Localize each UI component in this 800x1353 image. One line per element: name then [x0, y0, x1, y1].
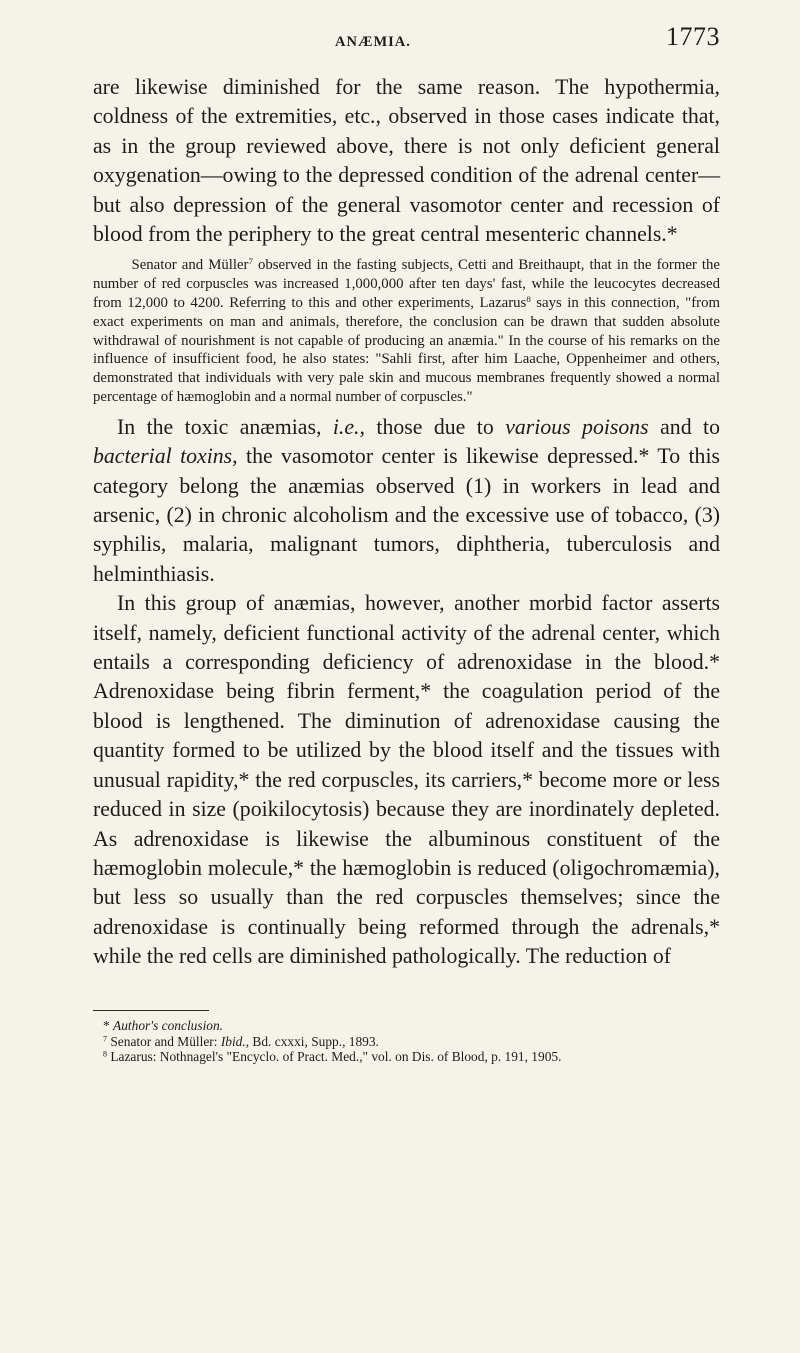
footnote-mark: 7: [103, 1034, 108, 1044]
footnote-7: [93, 1034, 720, 1050]
footnote-ref-7: 7: [248, 256, 253, 267]
paragraph-text-part: and to: [648, 414, 720, 439]
footnote-text: Bd. cxxxi, Supp., 1893.: [249, 1033, 379, 1049]
footnote-8: [93, 1049, 720, 1065]
footnote-author: [93, 1018, 720, 1034]
footnote-text: Author's conclusion.: [113, 1018, 224, 1033]
quote-text-part: observed in the fasting subjects, Cetti and Breithaupt, that in the former the number of red corpuscles was increased 1,000,000 after ten days' fast, while the leucocytes decreased from 12,000 to 4200. Referring to this and other experiments, Lazarus: [93, 257, 720, 312]
paragraph-text-part: In the toxic anæmias,: [116, 414, 333, 439]
running-title: ANÆMIA.: [335, 34, 411, 50]
running-header: [93, 20, 720, 56]
paragraph-text-part: the vasomotor center is likewise depressed.* To this category belong the anæmias observed (1) in workers in lead and arsenic, (2) in chronic alcoholism and the excessive use of tobacco, (3) syphilis, malaria, malignant tumors, diphtheria, tuberculosis and helminthiasis.: [93, 444, 720, 586]
footnote-divider: [93, 1010, 209, 1011]
page-number: 1773: [666, 22, 720, 51]
footnote-ref-8: 8: [526, 294, 531, 305]
quote-text-part: says in this connection, "from exact experiments on man and animals, therefore, the conclusion can be drawn that sudden absolute withdrawal of nourishment is not capable of producing an anæmia." In the course of his remarks on the influence of insufficient food, he also states: "Sahli first, after him Laache, Oppenheimer and others, demonstrated that individuals with very pale skin and mucous membranes frequently showed a normal percentage of hæmoglobin and a normal number of corpuscles.": [93, 295, 720, 406]
body-text: [93, 73, 720, 972]
footnote-mark: *: [103, 1018, 114, 1033]
italic-bacterial-toxins: bacterial toxins,: [93, 444, 238, 469]
footnote-text: Senator and Müller:: [107, 1033, 221, 1049]
footnote-ibid: Ibid.,: [220, 1033, 250, 1049]
paragraph-toxic-anaemias: [93, 413, 720, 589]
paragraph-text-part: those due to: [364, 414, 506, 439]
paragraph-adrenoxidase: In this group of anæmias, however, another morbid factor asserts itself, namely, deficient functional activity of the adrenal center, which entails a corresponding deficiency of adrenoxidase in the blood.* Adrenoxidase being fibrin ferment,* the coagulation period of the blood is lengthened. The diminution of adrenoxidase causing the quantity formed to be utilized by the blood itself and the tissues with unusual rapidity,* the red corpuscles, its carriers,* become more or less reduced in size (poikilocytosis) because they are inordinately depleted. As adrenoxidase is likewise the albuminous constituent of the hæmoglobin molecule,* the hæmoglobin is reduced (oligochromæmia), but less so usually than the red corpuscles themselves; since the adrenoxidase is continually being reformed through the adrenals,* while the red cells are diminished pathologically. The reduction of: [93, 591, 720, 969]
italic-various-poisons: various poisons: [505, 414, 649, 439]
footnote-mark: 8: [103, 1049, 108, 1059]
quote-text-part: Senator and Müller: [131, 257, 249, 274]
footnote-text: Lazarus: Nothnagel's "Encyclo. of Pract. Med.," vol. on Dis. of Blood, p. 191, 1905.: [107, 1049, 562, 1065]
footnotes: [93, 1018, 720, 1065]
quoted-passage: [93, 256, 720, 406]
paragraph-continuation: are likewise diminished for the same reason. The hypothermia, coldness of the extremities, etc., observed in those cases indicate that, as in the group reviewed above, there is not only deficient general oxygenation—owing to the depressed condition of the adrenal center—but also depression of the general vasomotor center and recession of blood from the periphery to the great central mesenteric channels.*: [93, 75, 720, 247]
italic-ie: i.e.,: [332, 414, 365, 439]
